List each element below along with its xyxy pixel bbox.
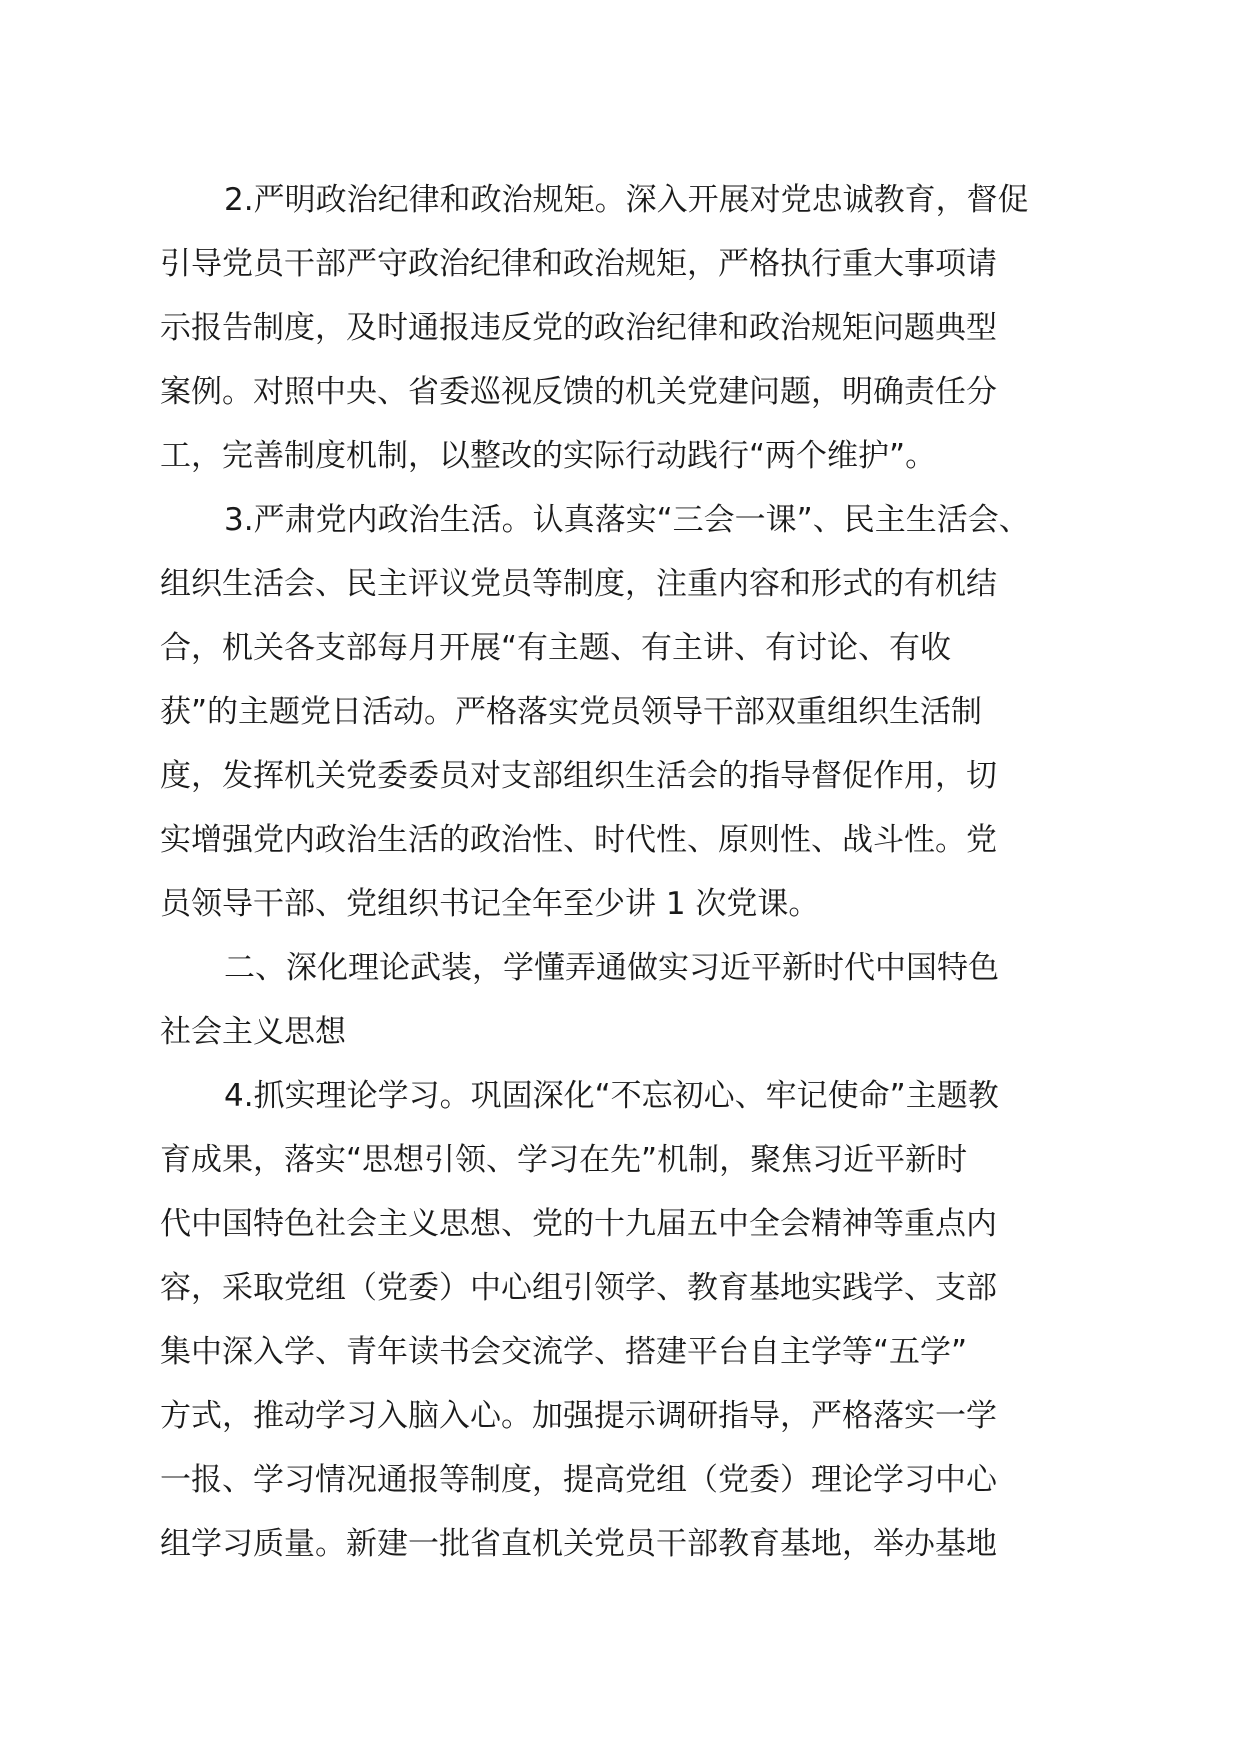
paragraph-line: 组织生活会、民主评议党员等制度，注重内容和形式的有机结 bbox=[160, 566, 997, 602]
paragraph-line: 育成果，落实“思想引领、学习在先”机制，聚焦习近平新时 bbox=[160, 1142, 968, 1178]
paragraph-line: 一报、学习情况通报等制度，提高党组（党委）理论学习中心 bbox=[160, 1462, 997, 1498]
paragraph-line: 员领导干部、党组织书记全年至少讲 1 次党课。 bbox=[160, 886, 820, 922]
paragraph-line: 组学习质量。新建一批省直机关党员干部教育基地，举办基地 bbox=[160, 1526, 997, 1562]
paragraph-line: 合，机关各支部每月开展“有主题、有主讲、有讨论、有收 bbox=[160, 630, 952, 666]
paragraph-line: 度，发挥机关党委委员对支部组织生活会的指导督促作用，切 bbox=[160, 758, 997, 794]
paragraph-line: 引导党员干部严守政治纪律和政治规矩，严格执行重大事项请 bbox=[160, 246, 997, 282]
paragraph-line: 示报告制度，及时通报违反党的政治纪律和政治规矩问题典型 bbox=[160, 310, 997, 346]
paragraph-line: 案例。对照中央、省委巡视反馈的机关党建问题，明确责任分 bbox=[160, 374, 997, 410]
paragraph-line: 实增强党内政治生活的政治性、时代性、原则性、战斗性。党 bbox=[160, 822, 997, 858]
paragraph-line: 方式，推动学习入脑入心。加强提示调研指导，严格落实一学 bbox=[160, 1398, 997, 1434]
paragraph-line: 获”的主题党日活动。严格落实党员领导干部双重组织生活制 bbox=[160, 694, 983, 730]
paragraph-line: 工，完善制度机制，以整改的实际行动践行“两个维护”。 bbox=[160, 438, 937, 474]
paragraph-2-heading-line: 2.严明政治纪律和政治规矩。深入开展对党忠诚教育，督促 bbox=[224, 182, 1029, 218]
section-heading-line: 社会主义思想 bbox=[160, 1014, 346, 1050]
paragraph-3-heading-line: 3.严肃党内政治生活。认真落实“三会一课”、民主生活会、 bbox=[224, 502, 1030, 538]
section-heading-line: 二、深化理论武装，学懂弄通做实习近平新时代中国特色 bbox=[224, 950, 999, 986]
paragraph-line: 容，采取党组（党委）中心组引领学、教育基地实践学、支部 bbox=[160, 1270, 997, 1306]
paragraph-4-heading-line: 4.抓实理论学习。巩固深化“不忘初心、牢记使命”主题教 bbox=[224, 1078, 999, 1114]
paragraph-line: 代中国特色社会主义思想、党的十九届五中全会精神等重点内 bbox=[160, 1206, 997, 1242]
paragraph-line: 集中深入学、青年读书会交流学、搭建平台自主学等“五学” bbox=[160, 1334, 968, 1370]
